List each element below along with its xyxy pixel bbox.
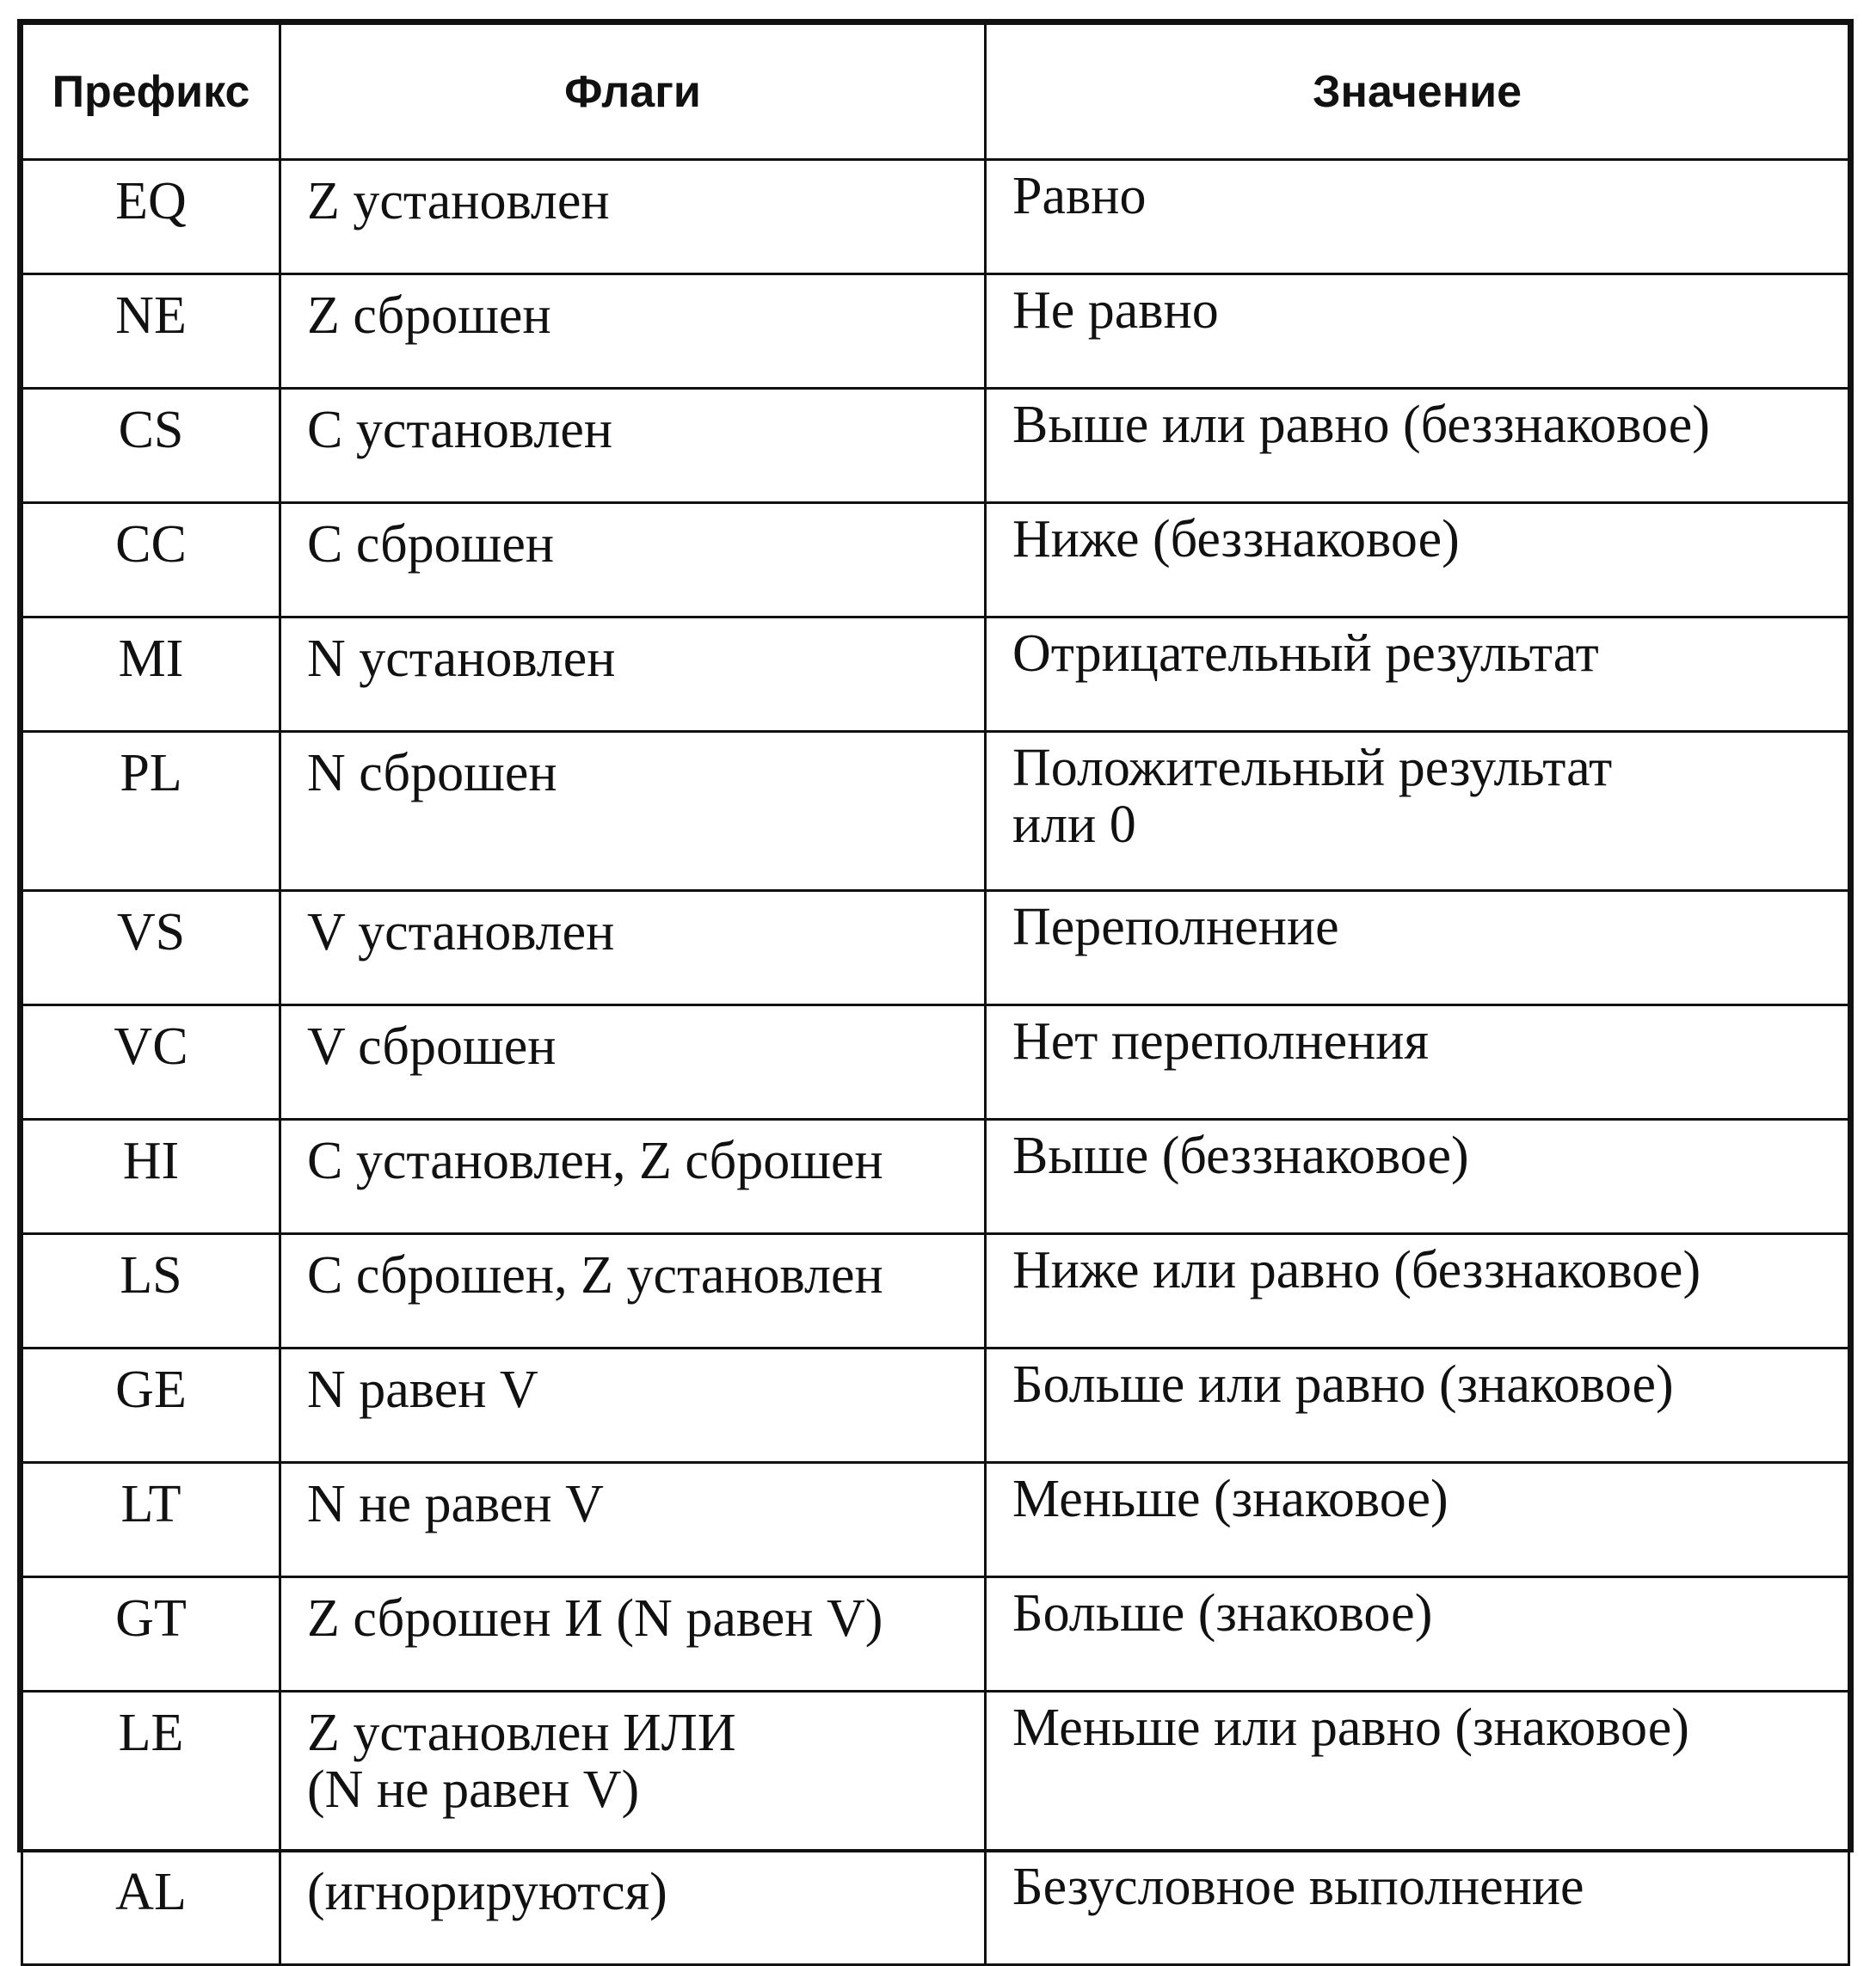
flags-cell — [280, 274, 986, 389]
meaning-line: или 0 — [1012, 796, 1136, 854]
prefix-cell: CC — [22, 503, 280, 617]
flags-line: V установлен — [307, 903, 615, 961]
flags-line: C установлен, Z сброшен — [307, 1132, 883, 1190]
meaning-line: Не равно — [1012, 281, 1219, 340]
meaning-line: Меньше или равно (знаковое) — [1012, 1699, 1689, 1757]
table-row — [22, 891, 1849, 1005]
flags-line: C сброшен — [307, 515, 555, 574]
meaning-cell — [986, 617, 1849, 732]
condition-codes-table-frame — [17, 19, 1854, 1921]
table-row — [22, 160, 1849, 274]
meaning-line: Отрицательный результат — [1012, 624, 1599, 683]
flags-cell — [280, 1349, 986, 1463]
prefix-cell: AL — [22, 1851, 280, 1965]
prefix-cell: LS — [22, 1234, 280, 1349]
header-prefix: Префикс — [22, 24, 280, 160]
meaning-cell — [986, 1851, 1849, 1965]
flags-cell — [280, 1234, 986, 1349]
flags-line: Z установлен ИЛИ — [307, 1704, 736, 1762]
meaning-cell — [986, 389, 1849, 503]
table-row — [22, 617, 1849, 732]
prefix-cell: PL — [22, 732, 280, 891]
table-header — [22, 24, 1849, 160]
table-row — [22, 1005, 1849, 1120]
flags-cell — [280, 732, 986, 891]
flags-line: V сброшен — [307, 1017, 557, 1076]
condition-codes-table — [21, 22, 1850, 1966]
flags-cell — [280, 1577, 986, 1692]
meaning-cell — [986, 1463, 1849, 1577]
prefix-cell: GE — [22, 1349, 280, 1463]
flags-cell — [280, 160, 986, 274]
table-row — [22, 1577, 1849, 1692]
flags-line: Z установлен — [307, 172, 610, 230]
meaning-line: Больше или равно (знаковое) — [1012, 1355, 1674, 1414]
meaning-cell — [986, 891, 1849, 1005]
meaning-cell — [986, 1120, 1849, 1234]
prefix-cell: LE — [22, 1692, 280, 1851]
header-flags: Флаги — [280, 24, 986, 160]
meaning-line: Ниже или равно (беззнаковое) — [1012, 1241, 1701, 1299]
flags-line: C установлен — [307, 401, 613, 459]
prefix-cell: VS — [22, 891, 280, 1005]
meaning-cell — [986, 160, 1849, 274]
meaning-line: Положительный результат — [1012, 739, 1613, 797]
table-row — [22, 1120, 1849, 1234]
table-row — [22, 1349, 1849, 1463]
flags-line: (N не равен V) — [307, 1760, 640, 1819]
table-body — [22, 160, 1849, 1965]
meaning-cell — [986, 274, 1849, 389]
flags-line: Z сброшен — [307, 286, 551, 345]
flags-line: N сброшен — [307, 744, 557, 802]
flags-cell — [280, 1463, 986, 1577]
prefix-cell: HI — [22, 1120, 280, 1234]
meaning-line: Безусловное выполнение — [1012, 1858, 1584, 1916]
header-row — [22, 24, 1849, 160]
flags-cell — [280, 1120, 986, 1234]
table-row — [22, 732, 1849, 891]
table-row — [22, 274, 1849, 389]
flags-cell — [280, 891, 986, 1005]
meaning-line: Переполнение — [1012, 898, 1339, 956]
prefix-cell: VC — [22, 1005, 280, 1120]
meaning-line: Больше (знаковое) — [1012, 1584, 1433, 1643]
flags-cell — [280, 617, 986, 732]
prefix-cell: CS — [22, 389, 280, 503]
flags-cell — [280, 1005, 986, 1120]
meaning-line: Равно — [1012, 167, 1147, 225]
table-row — [22, 503, 1849, 617]
prefix-cell: LT — [22, 1463, 280, 1577]
meaning-line: Ниже (беззнаковое) — [1012, 510, 1460, 568]
flags-line: N установлен — [307, 630, 616, 688]
flags-cell — [280, 503, 986, 617]
prefix-cell: NE — [22, 274, 280, 389]
flags-cell — [280, 1851, 986, 1965]
flags-line: N равен V — [307, 1361, 538, 1419]
meaning-cell — [986, 1577, 1849, 1692]
prefix-cell: EQ — [22, 160, 280, 274]
meaning-line: Выше или равно (беззнаковое) — [1012, 396, 1710, 454]
flags-line: (игнорируются) — [307, 1863, 667, 1921]
table-row — [22, 1234, 1849, 1349]
flags-cell — [280, 1692, 986, 1851]
table-row — [22, 1463, 1849, 1577]
header-meaning: Значение — [986, 24, 1849, 160]
flags-cell — [280, 389, 986, 503]
prefix-cell: GT — [22, 1577, 280, 1692]
meaning-cell — [986, 503, 1849, 617]
flags-line: C сброшен, Z установлен — [307, 1246, 883, 1305]
meaning-cell — [986, 732, 1849, 891]
meaning-line: Нет переполнения — [1012, 1012, 1429, 1071]
flags-line: N не равен V — [307, 1475, 604, 1533]
table-row — [22, 1692, 1849, 1851]
flags-line: Z сброшен И (N равен V) — [307, 1589, 883, 1648]
table-row — [22, 1851, 1849, 1965]
meaning-line: Меньше (знаковое) — [1012, 1470, 1449, 1528]
meaning-cell — [986, 1692, 1849, 1851]
table-row — [22, 389, 1849, 503]
prefix-cell: MI — [22, 617, 280, 732]
meaning-cell — [986, 1234, 1849, 1349]
meaning-cell — [986, 1005, 1849, 1120]
meaning-cell — [986, 1349, 1849, 1463]
meaning-line: Выше (беззнаковое) — [1012, 1127, 1469, 1185]
